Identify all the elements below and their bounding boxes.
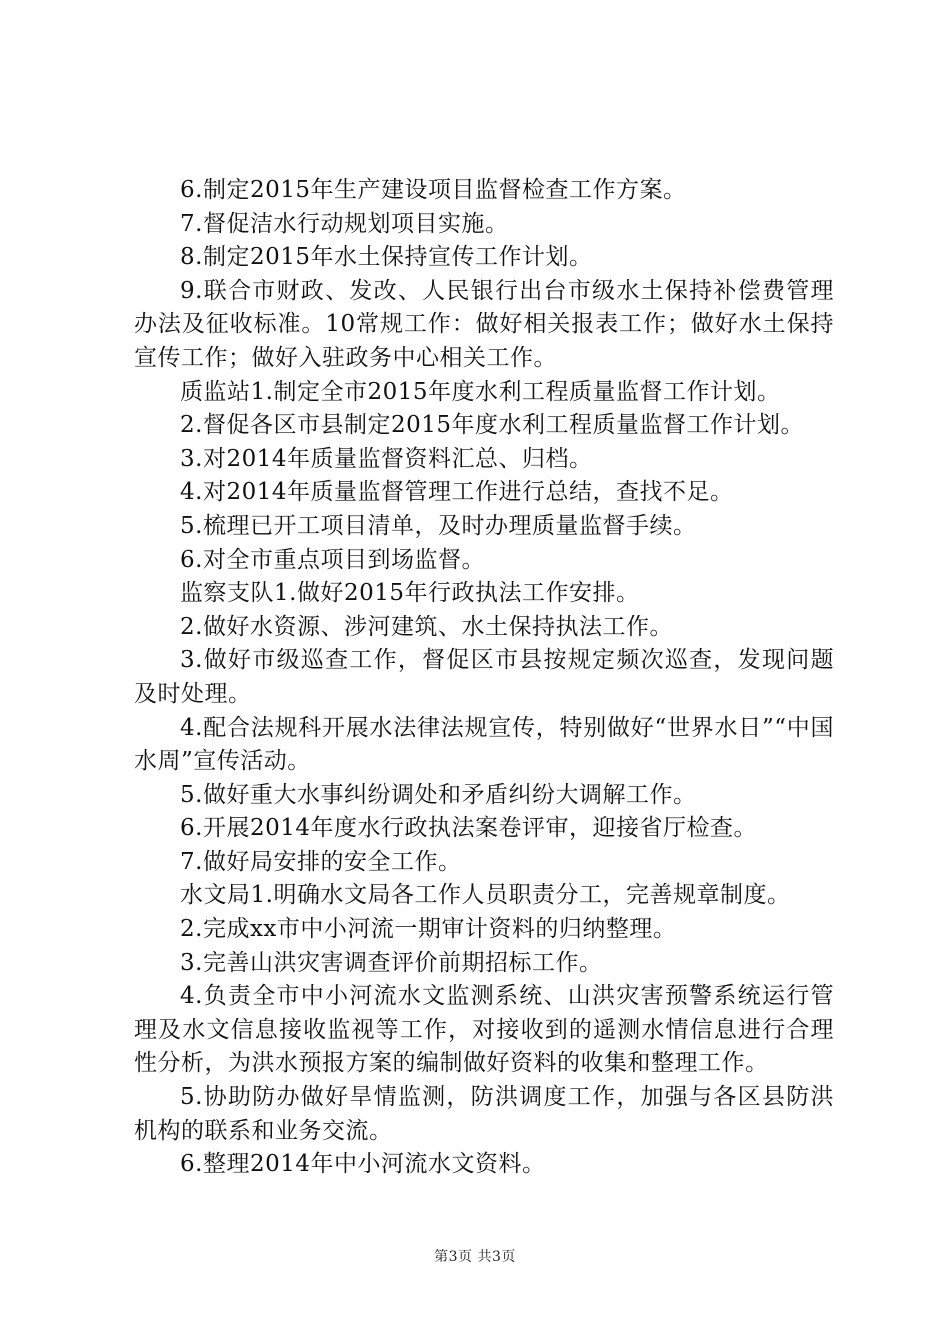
document-body xyxy=(134,174,834,1182)
page-footer xyxy=(0,1246,950,1266)
paragraph: 4.配合法规科开展水法律法规宣传，特别做好“世界水日”“中国水周”宣传活动。 xyxy=(134,714,834,775)
paragraph: 3.对2014年质量监督资料汇总、归档。 xyxy=(180,445,593,472)
page-number-label: 第3页 共3页 xyxy=(434,1249,516,1265)
paragraph: 6.对全市重点项目到场监督。 xyxy=(180,546,485,573)
paragraph: 2.督促各区市县制定2015年度水利工程质量监督工作计划。 xyxy=(180,412,804,439)
paragraph: 5.做好重大水事纠纷调处和矛盾纠纷大调解工作。 xyxy=(180,781,697,808)
paragraph: 质监站1.制定全市2015年度水利工程质量监督工作计划。 xyxy=(180,378,781,405)
paragraph: 2.完成xx市中小河流一期审计资料的归纳整理。 xyxy=(180,916,677,943)
paragraph: 9.联合市财政、发改、人民银行出台市级水土保持补偿费管理办法及征收标准。10常规工作：做好相关报表工作；做好水土保持宣传工作；做好入驻政务中心相关工作。 xyxy=(134,277,834,371)
paragraph: 5.协助防办做好旱情监测，防洪调度工作，加强与各区县防洪机构的联系和业务交流。 xyxy=(134,1084,834,1144)
paragraph: 8.制定2015年水土保持宣传工作计划。 xyxy=(180,244,593,271)
paragraph: 水文局1.明确水文局各工作人员职责分工，完善规章制度。 xyxy=(180,882,791,909)
paragraph: 6.整理2014年中小河流水文资料。 xyxy=(180,1151,546,1178)
paragraph: 2.做好水资源、涉河建筑、水土保持执法工作。 xyxy=(180,613,673,640)
paragraph: 4.对2014年质量监督管理工作进行总结，查找不足。 xyxy=(180,479,734,506)
paragraph: 7.做好局安排的安全工作。 xyxy=(180,848,462,875)
paragraph: 4.负责全市中小河流水文监测系统、山洪灾害预警系统运行管理及水文信息接收监视等工作，对接收到的遥测水情信息进行合理性分析，为洪水预报方案的编制做好资料的收集和整理工作。 xyxy=(134,983,834,1077)
paragraph: 3.做好市级巡查工作，督促区市县按规定频次巡查，发现问题及时处理。 xyxy=(134,647,834,707)
paragraph: 3.完善山洪灾害调查评价前期招标工作。 xyxy=(180,949,603,976)
paragraph: 7.督促洁水行动规划项目实施。 xyxy=(180,210,509,237)
paragraph: 监察支队1.做好2015年行政执法工作安排。 xyxy=(180,580,640,607)
paragraph: 6.制定2015年生产建设项目监督检查工作方案。 xyxy=(180,177,687,203)
paragraph: 5.梳理已开工项目清单，及时办理质量监督手续。 xyxy=(180,512,697,539)
paragraph: 6.开展2014年度水行政执法案卷评审，迎接省厅检查。 xyxy=(180,815,757,842)
